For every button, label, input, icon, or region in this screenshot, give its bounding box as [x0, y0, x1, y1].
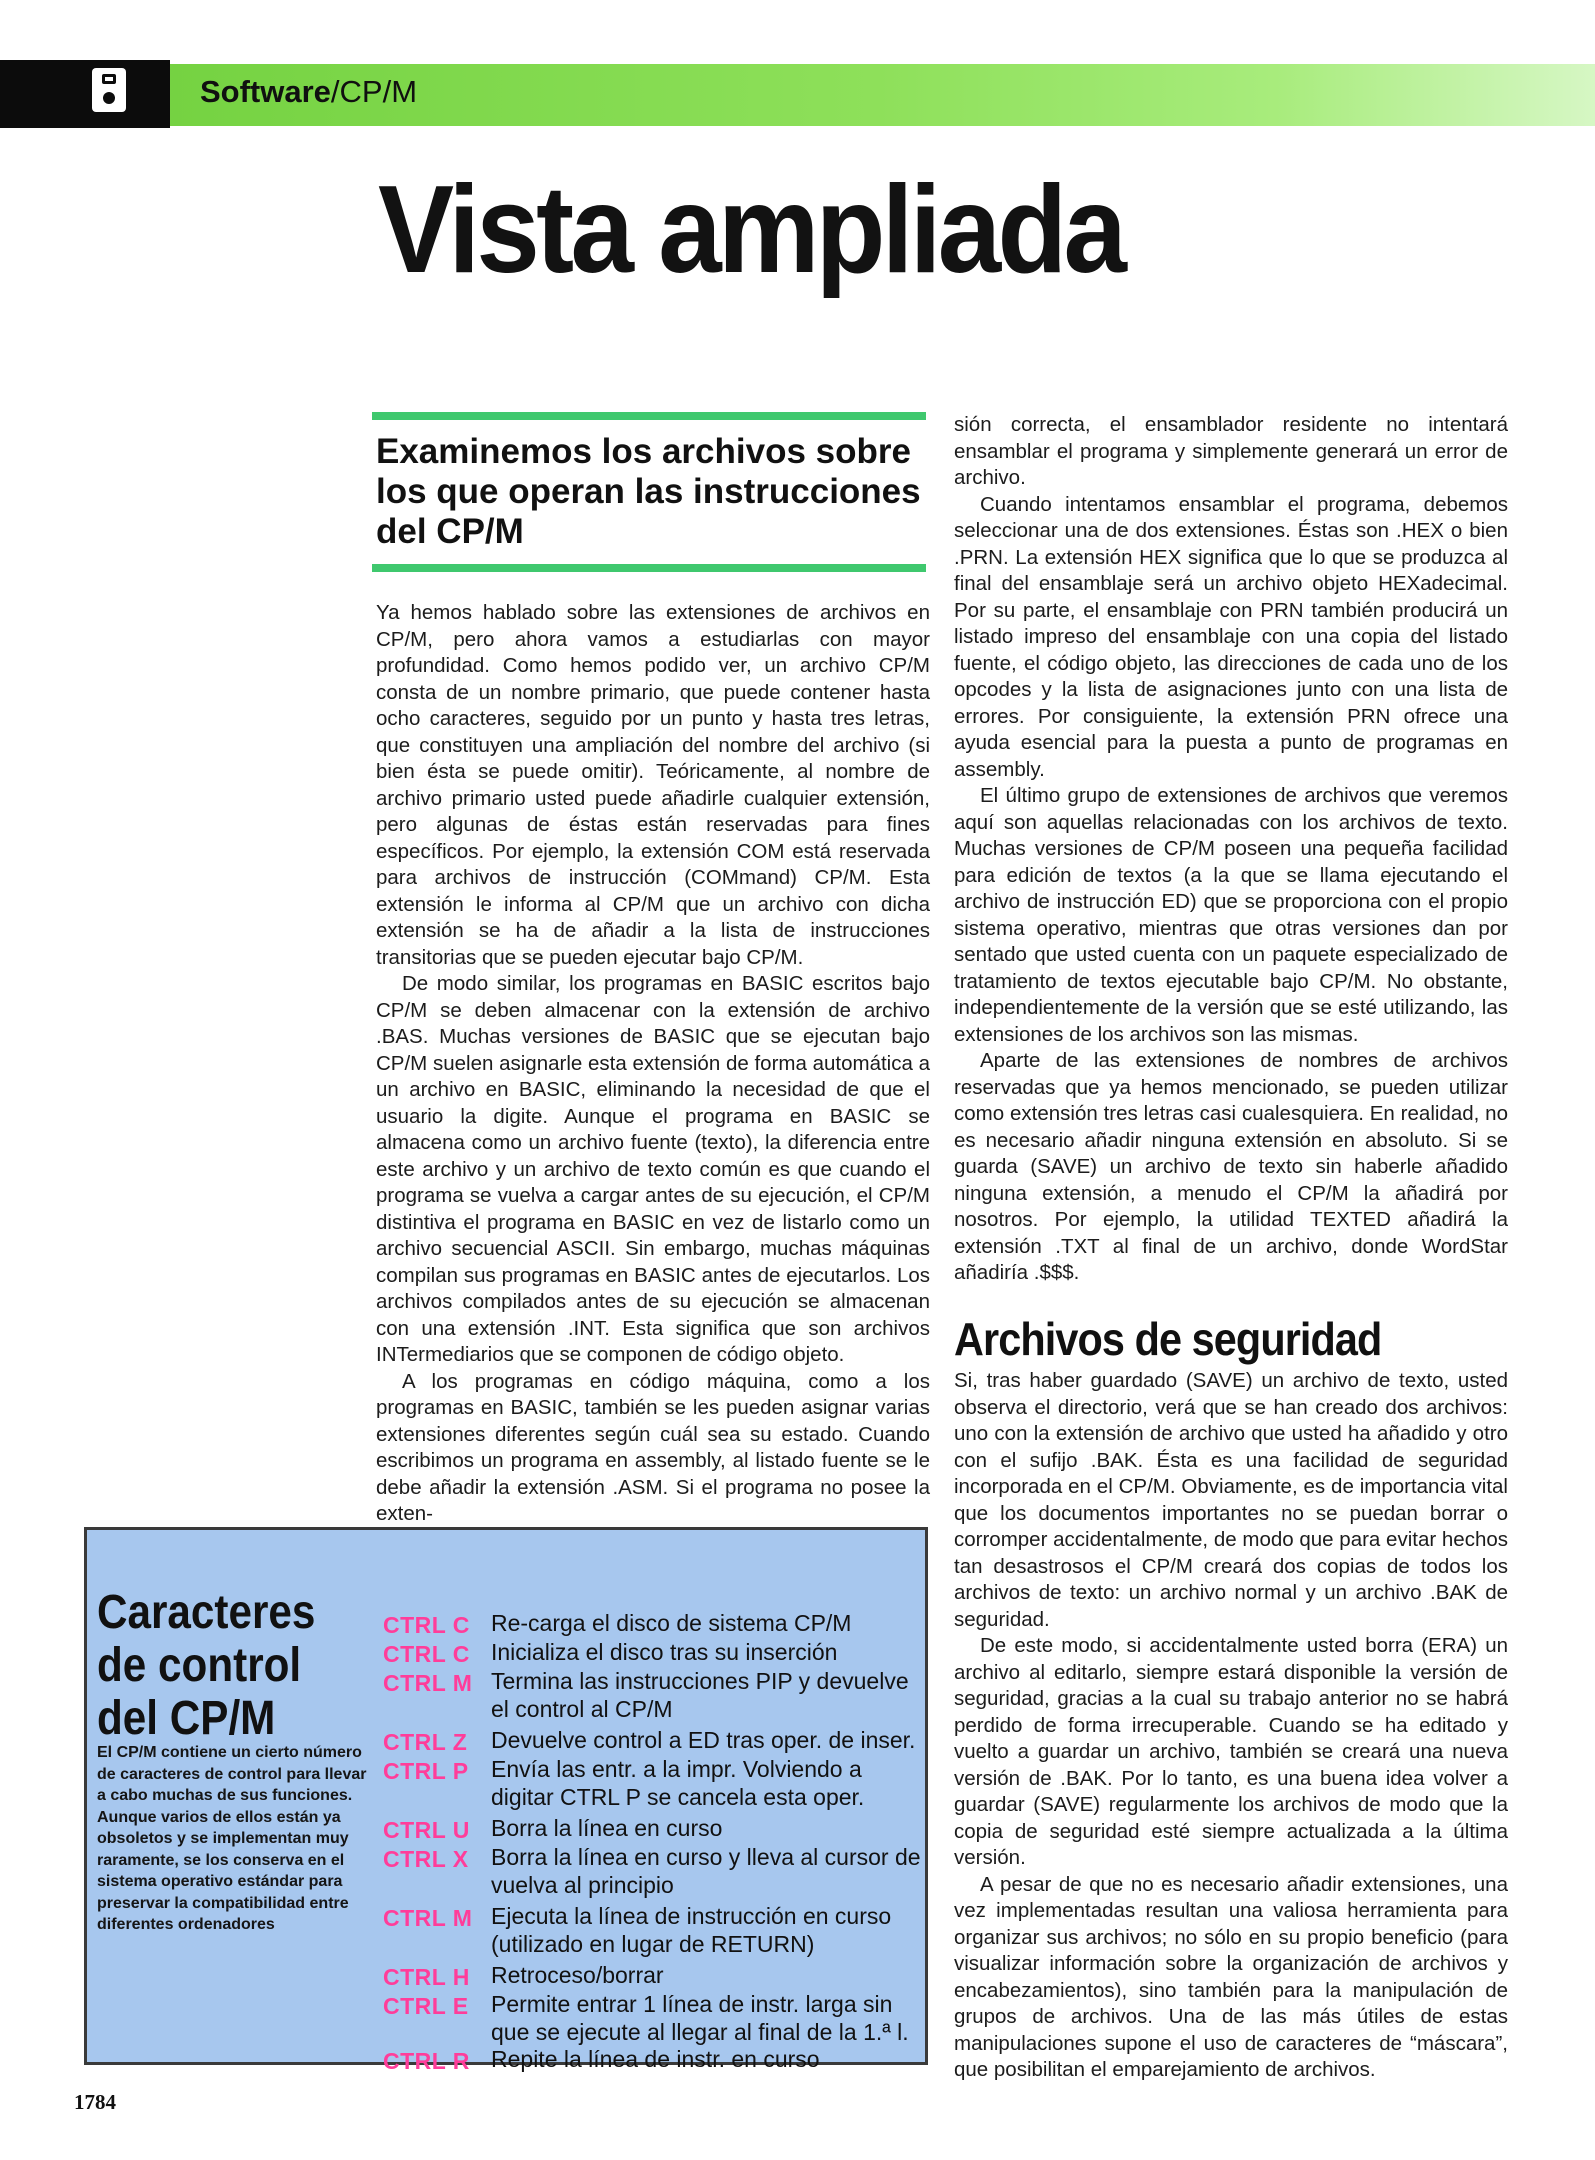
- ctrl-row: [383, 1844, 923, 1899]
- left-column: [376, 600, 930, 1528]
- ctrl-key: CTRL C: [383, 1641, 470, 1667]
- left-paragraph: A los programas en código máquina, como a los programas en BASIC, también se les pueden asignar varias extensiones diferentes según cuál sea su estado. Cuando escribimos un programa en assembly, al listado fuente se le debe añadir la extensión .ASM. Si el programa no posee la exten-: [376, 1369, 930, 1525]
- left-paragraph: De modo similar, los programas en BASIC escritos bajo CP/M se deben almacenar con la extensión de archivo .BAS. Muchas versiones de BASIC que se ejecutan bajo CP/M suelen asignarle esta extensión de forma automática a un archivo en BASIC, eliminando la necesidad de que el usuario la digite. Aunque el programa en BASIC se almacena como un archivo fuente (texto), la diferencia entre este archivo y un archivo de texto común es que cuando el programa se vuelva a cargar antes de su ejecución, el CP/M distintiva el programa en BASIC en vez de listarlo como un archivo secuencial ASCII. Sin embargo, muchas máquinas compilan sus programas en BASIC antes de ejecutarlos. Los archivos compilados antes de su ejecución se almacenan con una extensión .INT. Esta significa que son archivos INTermediarios que se componen de código objeto.: [376, 972, 930, 1366]
- ctrl-key: CTRL C: [383, 1612, 470, 1638]
- right-paragraph: Cuando intentamos ensamblar el programa, debemos seleccionar una de dos extensiones. Éstas son .HEX o bien .PRN. La extensión HEX significa que lo que se produzca al final del ensamblaje será un archivo objeto HEXadecimal. Por su parte, el ensamblaje con PRN también producirá un listado impreso del ensamblaje con una copia del listado fuente, el código objeto, las direcciones de cada uno de los opcodes y la lista de asignaciones junto con una lista de errores. Por consiguiente, la extensión PRN ofrece una ayuda esencial para la puesta a punto de programas en assembly.: [954, 492, 1508, 781]
- ctrl-key: CTRL R: [383, 2048, 470, 2074]
- ctrl-key: CTRL E: [383, 1993, 469, 2019]
- ctrl-box-description: El CP/M contiene un cierto número de caracteres de control para llevar a cabo muchas de sus funciones. Aunque varios de ellos están ya obsoletos y se implementan muy raramente, se los conserva en el sistema operativo estándar para preservar la compatibilidad entre diferentes ordenadores: [97, 1744, 367, 1933]
- ctrl-key: CTRL H: [383, 1964, 470, 1990]
- ctrl-row: [383, 1639, 923, 1668]
- ctrl-text: Borra la línea en curso y lleva al cursor de vuelva al principio: [491, 1844, 921, 1898]
- ctrl-row: [383, 1815, 923, 1844]
- ctrl-key: CTRL Z: [383, 1729, 468, 1755]
- ctrl-title-line: de control: [97, 1639, 302, 1692]
- ctrl-text: Borra la línea en curso: [491, 1815, 723, 1841]
- ctrl-row: [383, 2046, 923, 2075]
- ctrl-key: CTRL U: [383, 1817, 470, 1843]
- left-paragraph: Ya hemos hablado sobre las extensiones de archivos en CP/M, pero ahora vamos a estudiarlas con mayor profundidad. Como hemos podido ver, un archivo CP/M consta de un nombre primario, que puede contener hasta ocho caracteres, seguido por un punto y hasta tres letras, que constituyen una ampliación del nombre del archivo (si bien ésta se puede omitir). Teóricamente, al nombre de archivo primario usted puede añadirle cualquier extensión, pero algunas de éstas están reservadas para fines específicos. Por ejemplo, la extensión COM está reservada para archivos de instrucción (COMmand) CP/M. Esta extensión le informa al CP/M que un archivo con dicha extensión se ha de añadir a la lista de instrucciones transitorias que se pueden ejecutar bajo CP/M.: [376, 601, 930, 969]
- ctrl-row: [383, 1962, 923, 1991]
- ctrl-row: [383, 1668, 923, 1723]
- ctrl-key: CTRL X: [383, 1846, 469, 1872]
- ctrl-text: Permite entrar 1 línea de instr. larga sin que se ejecute al llegar al final de la 1.ª l.: [491, 1991, 909, 2045]
- right-paragraph: El último grupo de extensiones de archivos que veremos aquí son aquellas relacionadas con los archivos de texto. Muchas versiones de CP/M poseen una pequeña facilidad para edición de textos (a la que se llama ejecutando el archivo de instrucción ED) que se proporciona con el propio sistema operativo, mientras que otras versiones dan por sentado que usted cuenta con un paquete especializado de tratamiento de textos ejecutable bajo CP/M. No obstante, independientemente de la versión que se esté utilizando, las extensiones de los archivos son las mismas.: [954, 784, 1508, 1046]
- section-label: [200, 74, 417, 110]
- ctrl-row: [383, 1610, 923, 1639]
- right-column-bottom: [954, 1368, 1508, 2084]
- lead-box: [372, 412, 926, 572]
- section-label-rest: /CP/M: [330, 74, 418, 109]
- ctrl-box-title: [97, 1586, 316, 1745]
- ctrl-key: CTRL M: [383, 1905, 473, 1931]
- ctrl-key: CTRL P: [383, 1758, 469, 1784]
- header-black-tab: [0, 60, 170, 128]
- control-characters-box: [84, 1527, 928, 2074]
- right-paragraph: A pesar de que no es necesario añadir extensiones, una vez implementadas resultan una valiosa herramienta para organizar sus archivos; no sólo en su propio beneficio (para visualizar información sobre la organización de archivos y encabezamientos), sino también para la manipulación de grupos de archivos. Una de las más útiles de estas manipulaciones supone el uso de caracteres de “máscara”, que posibilitan el emparejamiento de archivos.: [954, 1872, 1508, 2081]
- ctrl-text: Re-carga el disco de sistema CP/M: [491, 1610, 852, 1636]
- ctrl-text: Devuelve control a ED tras oper. de inser.: [491, 1727, 916, 1753]
- ctrl-text: Retroceso/borrar: [491, 1962, 664, 1988]
- page-number: 1784: [74, 2090, 116, 2114]
- ctrl-row: [383, 1903, 923, 1958]
- ctrl-text: Envía las entr. a la impr. Volviendo a digitar CTRL P se cancela esta oper.: [491, 1756, 865, 1810]
- ctrl-title-line: Caracteres: [97, 1586, 316, 1639]
- ctrl-list: [383, 1610, 923, 2075]
- ctrl-key: CTRL M: [383, 1670, 473, 1696]
- right-paragraph: sión correcta, el ensamblador residente no intentará ensamblar el programa y simplemente generará un error de archivo.: [954, 413, 1508, 489]
- lead-rule-bottom: [372, 564, 926, 572]
- right-paragraph: Aparte de las extensiones de nombres de archivos reservadas que ya hemos mencionado, se pueden utilizar como extensión tres letras casi cualesquiera. En realidad, no es necesario añadir ninguna extensión en absoluto. Si se guarda (SAVE) un archivo de texto sin haberle añadido ninguna extensión, a menudo el CP/M la añadirá por nosotros. Por ejemplo, la utilidad TEXTED añadirá la extensión .TXT al final de un archivo, donde WordStar añadiría .$$$.: [954, 1049, 1508, 1284]
- article-title: Vista ampliada: [378, 161, 1124, 299]
- ctrl-row: [383, 1727, 923, 1756]
- lead-text: Examinemos los archivos sobre los que operan las instrucciones del CP/M: [376, 432, 921, 551]
- floppy-disk-icon: [92, 68, 126, 112]
- ctrl-text: Repite la línea de instr. en curso: [491, 2046, 820, 2072]
- ctrl-text: Termina las instrucciones PIP y devuelve el control al CP/M: [491, 1668, 909, 1722]
- ctrl-row: [383, 1991, 923, 2046]
- section-subheading: Archivos de seguridad: [954, 1313, 1382, 1365]
- ctrl-text: Ejecuta la línea de instrucción en curso (utilizado en lugar de RETURN): [491, 1903, 892, 1957]
- ctrl-title-line: del CP/M: [97, 1692, 276, 1745]
- right-paragraph: Si, tras haber guardado (SAVE) un archivo de texto, usted observa el directorio, verá que se han creado dos archivos: uno con la extensión de archivo que usted ha añadido y otro con el sufijo .BAK. Ésta es una facilidad de seguridad incorporada en el CP/M. Obviamente, es de importancia vital que los documentos importantes no se puedan borrar o corromper accidentalmente, de modo que para evitar hechos tan desastrosos el CP/M creará dos copias de todos los archivos de texto: un archivo normal y un archivo .BAK de seguridad.: [954, 1369, 1508, 1631]
- right-paragraph: De este modo, si accidentalmente usted borra (ERA) un archivo al editarlo, siempre estará disponible la versión de seguridad, gracias a la cual su trabajo anterior no se habrá perdido de forma irrecuperable. Cuando se ha editado y vuelto a guardar un archivo, también se creará una nueva versión de .BAK. Por lo tanto, es una buena idea volver a guardar (SAVE) regularmente los archivos de modo que la copia de seguridad esté siempre actualizada a la última versión.: [954, 1634, 1508, 1869]
- ctrl-text: Inicializa el disco tras su inserción: [491, 1639, 838, 1665]
- ctrl-row: [383, 1756, 923, 1811]
- section-label-bold: Software: [200, 74, 331, 109]
- right-column-top: [954, 412, 1508, 1287]
- lead-rule-top: [372, 412, 926, 420]
